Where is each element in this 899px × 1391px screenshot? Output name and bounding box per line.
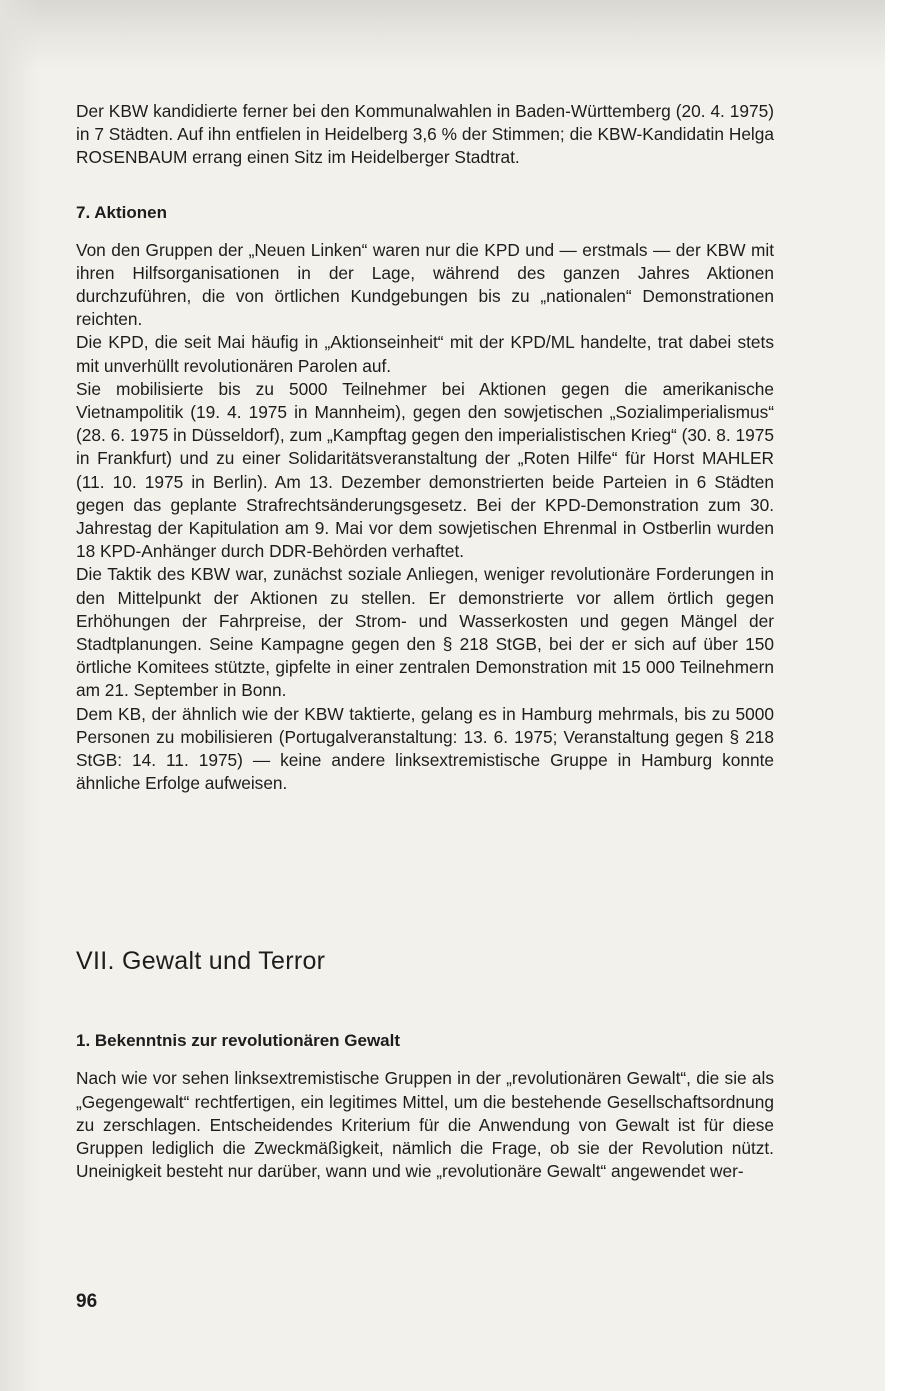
gewalt-paragraph: Nach wie vor sehen linksextremistische Gruppen in der „revolutionären Gewalt“, die sie als „Gegengewalt“ rechtfertigen, ein legitimes Mittel, um die bestehende Gesellschaftsordnung zu zerschlagen. Entscheidendes Kriterium für die Anwendung von Gewalt ist für diese Gruppen lediglich die Zweckmäßigkeit, nämlich die Frage, ob sie der Revolution nützt. Uneinigkeit besteht nur darüber, wann und wie „revolutionäre Gewalt“ angewendet wer- (76, 1068, 774, 1182)
aktionen-paragraph-2: Die KPD, die seit Mai häufig in „Aktionseinheit“ mit der KPD/ML handelte, trat dabei stets mit unverhüllt revolutionären Parolen auf. (76, 332, 774, 376)
page-edge-right (885, 0, 899, 1391)
section-heading-aktionen: 7. Aktionen (76, 202, 167, 222)
aktionen-paragraph-3: Sie mobilisierte bis zu 5000 Teilnehmer bei Aktionen gegen die amerikanische Vietnampolitik (19. 4. 1975 in Mannheim), gegen den sowjetischen „Sozialimperialismus“ (28. 6. 1975 in Düsseldorf), zum „Kampftag gegen den imperialistischen Krieg“ (30. 8. 1975 in Frankfurt) und zu einer Solidaritätsveranstaltung der „Roten Hilfe“ für Horst MAHLER (11. 10. 1975 in Berlin). Am 13. Dezember demonstrierten beide Parteien in 6 Städten gegen das geplante Strafrechtsänderungsgesetz. Bei der KPD-Demonstration zum 30. Jahrestag der Kapitulation am 9. Mai vor dem sowjetischen Ehrenmal in Ostberlin wurden 18 KPD-Anhänger durch DDR-Behörden verhaftet. (76, 378, 774, 562)
intro-paragraph: Der KBW kandidierte ferner bei den Kommunalwahlen in Baden-Württemberg (20. 4. 1975) in 7 Städten. Auf ihn entfielen in Heidelberg 3,6 % der Stimmen; die KBW-Kandidatin Helga ROSENBAUM errang einen Sitz im Heidelberger Stadtrat. (76, 101, 774, 168)
aktionen-paragraph-5: Dem KB, der ähnlich wie der KBW taktierte, gelang es in Hamburg mehrmals, bis zu 5000 Personen zu mobilisieren (Portugalveranstaltung: 13. 6. 1975; Veranstaltung gegen § 218 StGB: 14. 11. 1975) — keine andere linksextremistische Gruppe in Hamburg konnte ähnliche Erfolge aufweisen. (76, 703, 774, 794)
page-number: 96 (76, 1291, 98, 1312)
chapter-heading: VII. Gewalt und Terror (76, 947, 326, 976)
scan-shadow-top (0, 0, 899, 70)
scan-shadow-left (0, 0, 40, 1391)
section-heading-gewalt: 1. Bekenntnis zur revolutionären Gewalt (76, 1031, 401, 1051)
aktionen-paragraph-4: Die Taktik des KBW war, zunächst soziale Anliegen, weniger revolutionäre Forderungen in den Mittelpunkt der Aktionen zu stellen. Er demonstrierte vor allem örtlich gegen Erhöhungen der Fahrpreise, der Strom- und Wasserkosten und gegen Mängel der Stadtplanungen. Seine Kampagne gegen den § 218 StGB, bei der er sich auf über 150 örtliche Komitees stützte, gipfelte in einer zentralen Demonstration mit 15 000 Teilnehmern am 21. September in Bonn. (76, 564, 774, 701)
page-content (76, 100, 774, 1184)
aktionen-paragraph-1: Von den Gruppen der „Neuen Linken“ waren nur die KPD und — erstmals — der KBW mit ihren Hilfsorganisationen in der Lage, während des ganzen Jahres Aktionen durchzuführen, die von örtlichen Kundgebungen bis zu „nationalen“ Demonstrationen reichten. (76, 239, 774, 330)
